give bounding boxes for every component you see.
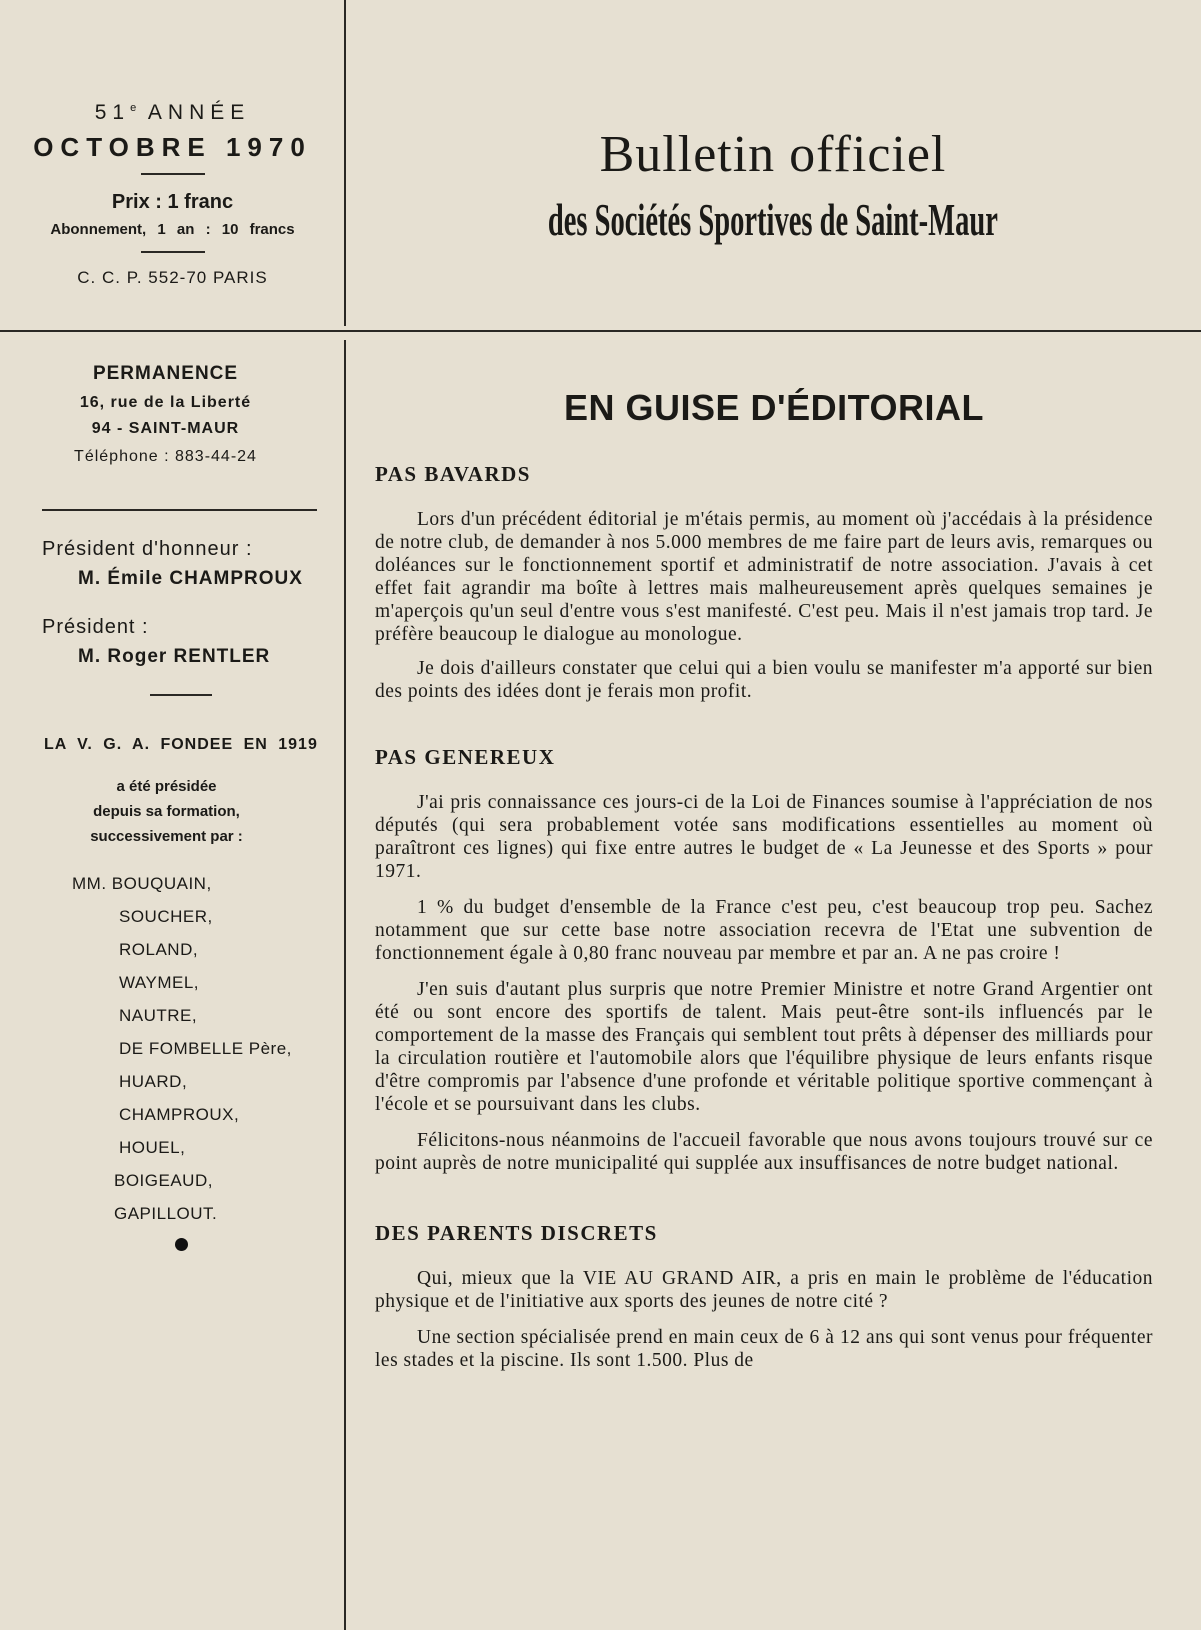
- paragraph: 1 % du budget d'ensemble de la France c'est peu, c'est beaucoup trop peu. Sachez notamment que sur cette base notre association recevra de l'Etat une subvention de fonctionnement égale à 0,80 franc nouveau par membre et par an. A ne pas croire !: [375, 897, 1153, 964]
- vga-subtitle: successivement par :: [90, 828, 243, 845]
- editorial-title: EN GUISE D'ÉDITORIAL: [564, 387, 984, 428]
- list-item: CHAMPROUX,: [119, 1105, 240, 1124]
- vga-subtitle: a été présidée: [116, 778, 217, 795]
- bullet-icon: [175, 1238, 188, 1251]
- vga-history: [0, 732, 345, 1251]
- masthead-title: Bulletin officiel: [599, 126, 947, 183]
- telephone: Téléphone : 883-44-24: [74, 448, 257, 465]
- presidents-list: [0, 867, 345, 1230]
- list-item: SOUCHER,: [119, 907, 213, 926]
- list-item: HUARD,: [119, 1072, 188, 1091]
- section-heading: PAS GENEREUX: [375, 745, 556, 769]
- honorary-name: M. Émile CHAMPROUX: [78, 568, 303, 589]
- list-item: HOUEL,: [119, 1138, 186, 1157]
- vga-title: LA V. G. A. FONDEE EN 1919: [44, 736, 318, 753]
- list-item: ROLAND,: [119, 940, 199, 959]
- address-city: 94 - SAINT-MAUR: [91, 420, 240, 437]
- list-item: BOIGEAUD,: [114, 1171, 213, 1190]
- list-item: DE FOMBELLE Père,: [119, 1039, 292, 1058]
- issue-info: [0, 92, 345, 291]
- address-line: 16, rue de la Liberté: [79, 394, 252, 411]
- short-divider: [141, 173, 205, 175]
- list-item: MM. BOUQUAIN,: [72, 874, 212, 893]
- ccp-account: C. C. P. 552-70 PARIS: [77, 268, 268, 287]
- header-horizontal-rule: [0, 330, 1201, 332]
- list-item: NAUTRE,: [119, 1006, 198, 1025]
- permanence-title: PERMANENCE: [92, 363, 239, 384]
- editorial: [375, 384, 1153, 1372]
- president-label: Président :: [42, 616, 149, 638]
- masthead: [345, 122, 1201, 252]
- list-item: WAYMEL,: [119, 973, 200, 992]
- issue-date: OCTOBRE 1970: [33, 132, 312, 162]
- paragraph: Lors d'un précédent éditorial je m'étais permis, au moment où j'accédais à la présidence de notre club, de demander à nos 5.000 membres de me faire part de leurs avis, remarques ou doléances sur le fonctionnement sportif et administratif de notre association. J'avais à cet effet fait agrandir ma boîte à lettres mais malheureusement après quelques semaines je m'aperçois qu'un seul d'entre vous s'est manifesté. C'est peu. Mais il n'est jamais trop tard. Je préfère beaucoup le dialogue au monologue.: [375, 509, 1153, 645]
- paragraph: Une section spécialisée prend en main ceux de 6 à 12 ans qui sont venus pour fréquenter les stades et la piscine. Ils sont 1.500. Plus de: [375, 1327, 1153, 1371]
- subscription: Abonnement, 1 an : 10 francs: [50, 221, 295, 238]
- honorary-president: [0, 534, 345, 672]
- issue-year: 51e ANNÉE: [94, 101, 251, 124]
- honorary-label: Président d'honneur :: [42, 538, 253, 560]
- president-name: M. Roger RENTLER: [78, 646, 271, 667]
- sidebar: [0, 358, 345, 1251]
- paragraph: J'ai pris connaissance ces jours-ci de la Loi de Finances soumise à l'appréciation de nos députés (qui sera probablement votée sans modifications essentielles au moment où paraîtront ces lignes) qui fixe entre autres le budget de « La Jeunesse et des Sports » pour 1971.: [375, 792, 1153, 882]
- price: Prix : 1 franc: [111, 191, 234, 213]
- section-heading: PAS BAVARDS: [375, 462, 531, 486]
- paragraph: Je dois d'ailleurs constater que celui qui a bien voulu se manifester m'a apporté sur bien des points des idées dont je ferais mon profit.: [375, 658, 1153, 702]
- masthead-subtitle: des Sociétés Sportives de Saint-Maur: [548, 194, 998, 245]
- paragraph: Félicitons-nous néanmoins de l'accueil favorable que nous avons toujours trouvé sur ce point auprès de notre municipalité qui supplée aux insuffisances de notre budget national.: [375, 1130, 1153, 1174]
- short-divider: [150, 694, 212, 696]
- paragraph: J'en suis d'autant plus surpris que notre Premier Ministre et notre Grand Argentier ont été ou sont encore des sportifs de talent. Mais peut-être sont-ils influencés par le comportement de la masse des Français qui semblent tout prêts à dépenser des milliards pour la circulation routière et l'automobile alors que l'équilibre physique de leurs enfants risque d'être compromis par l'absence d'une profonde et véritable politique sportive commençant à l'école et se poursuivant dans les clubs.: [375, 979, 1153, 1115]
- paragraph: Qui, mieux que la VIE AU GRAND AIR, a pris en main le problème de l'éducation physique et de l'initiative aux sports des jeunes de notre cité ?: [375, 1268, 1153, 1312]
- list-item: GAPILLOUT.: [114, 1204, 218, 1223]
- vga-subtitle: depuis sa formation,: [93, 803, 240, 820]
- short-divider: [141, 251, 205, 253]
- section-heading: DES PARENTS DISCRETS: [375, 1221, 658, 1245]
